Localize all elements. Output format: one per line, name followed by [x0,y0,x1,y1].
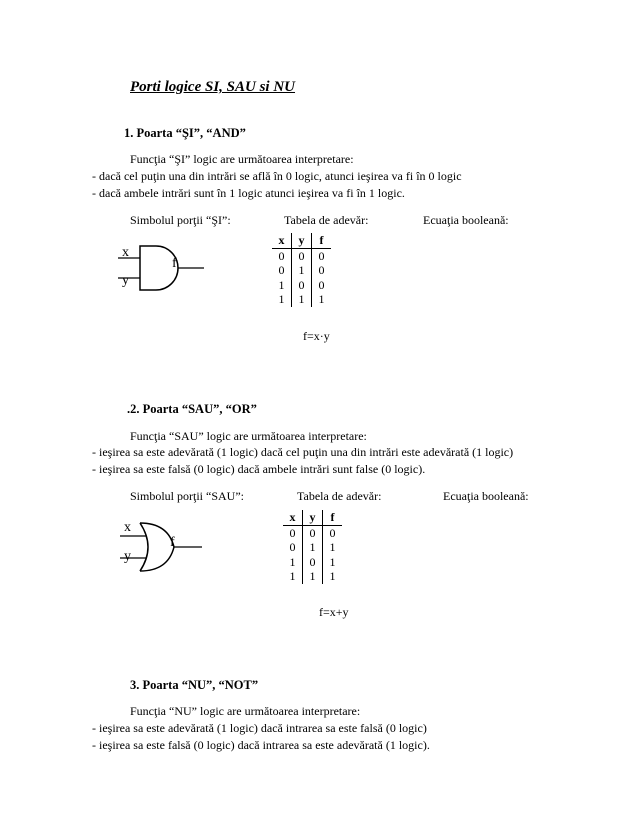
table-cell: 1 [329,540,336,555]
table-row [272,292,331,307]
section-heading-not: 3. Poarta “NU”, “NOT” [130,678,259,692]
not-intro: Funcţia “NU” logic are următoarea interpretare: [130,704,361,718]
not-rule-2: - ieşirea sa este falsă (0 logic) dacă intrarea sa este adevărată (1 logic). [92,738,430,752]
page-title: Porti logice SI, SAU si NU [130,79,296,95]
table-row [272,278,331,293]
or-gate-symbol [110,515,206,583]
table-row [283,569,342,584]
table-cell: 1 [329,569,336,584]
and-rule-2: - dacă ambele intrări sunt în 1 logic atunci ieşirea va fi în 1 logic. [92,186,405,200]
table-row [272,248,331,263]
and-table-label: Tabela de adevăr: [284,213,369,227]
table-row [283,525,342,540]
table-header-cell: f [323,510,343,525]
table-header-row [283,510,342,525]
table-cell: 0 [272,248,292,263]
or-truth-table [283,510,342,584]
table-cell: 1 [303,569,323,584]
table-cell: 0 [329,525,336,540]
table-row [272,263,331,278]
table-cell: 1 [292,292,312,307]
not-rule-1: - ieşirea sa este adevărată (1 logic) dacă intrarea sa este falsă (0 logic) [92,721,427,735]
table-cell: 1 [272,278,292,293]
table-cell: 1 [318,292,325,307]
table-cell: 0 [292,278,312,293]
table-cell: 1 [283,555,303,570]
or-gate-x-label: x [124,520,131,535]
or-gate-y-label: y [124,549,131,564]
table-cell: 0 [303,525,323,540]
table-cell: 1 [292,263,312,278]
table-cell: 0 [303,555,323,570]
table-cell: 1 [272,292,292,307]
and-gate-y-label: y [122,273,129,288]
or-equation-label: Ecuaţia booleană: [443,489,529,503]
or-intro: Funcţia “SAU” logic are următoarea interpretare: [130,429,367,443]
table-cell: 0 [272,263,292,278]
table-header-cell: f [312,233,332,248]
table-cell: 1 [329,554,336,569]
and-gate-symbol [108,238,208,306]
and-equation-label: Ecuaţia booleană: [423,213,509,227]
and-gate-f-label: f [172,256,177,271]
or-rule-1: - ieşirea sa este adevărată (1 logic) dacă cel puţin una din intrări este adevărată (1 logic) [92,445,514,459]
table-header-cell: y [292,233,312,248]
and-equation: f=x·y [303,329,330,343]
table-cell: 0 [318,248,325,263]
and-truth-table [272,233,331,307]
and-rule-1: - dacă cel puţin una din intrări se află în 0 logic, atunci ieşirea va fi în 0 logic [92,169,462,183]
or-rule-2: - ieşirea sa este falsă (0 logic) dacă ambele intrări sunt false (0 logic). [92,462,426,476]
table-header-cell: x [283,510,303,525]
table-cell: 1 [283,569,303,584]
and-truth-table-wrap [272,233,331,307]
or-table-label: Tabela de adevăr: [297,489,382,503]
table-cell: 0 [283,525,303,540]
table-cell: 0 [283,540,303,555]
or-truth-table-wrap [283,510,342,584]
or-symbol-label: Simbolul porţii “SAU”: [130,489,244,503]
section-heading-or: .2. Poarta “SAU”, “OR” [127,402,257,416]
section-heading-and: 1. Poarta “ŞI”, “AND” [124,126,246,140]
and-intro: Funcţia “ŞI” logic are următoarea interpretare: [130,152,354,166]
and-symbol-label: Simbolul porţii “ŞI”: [130,213,231,227]
table-cell: 0 [318,263,325,278]
or-equation: f=x+y [319,605,349,619]
or-gate-f-label: f [170,535,175,550]
table-cell: 1 [303,540,323,555]
table-header-cell: y [303,510,323,525]
table-cell: 0 [292,248,312,263]
table-row [283,540,342,555]
table-row [283,555,342,570]
table-header-cell: x [272,233,292,248]
table-header-row [272,233,331,248]
and-gate-x-label: x [122,245,129,260]
table-cell: 0 [318,277,325,292]
